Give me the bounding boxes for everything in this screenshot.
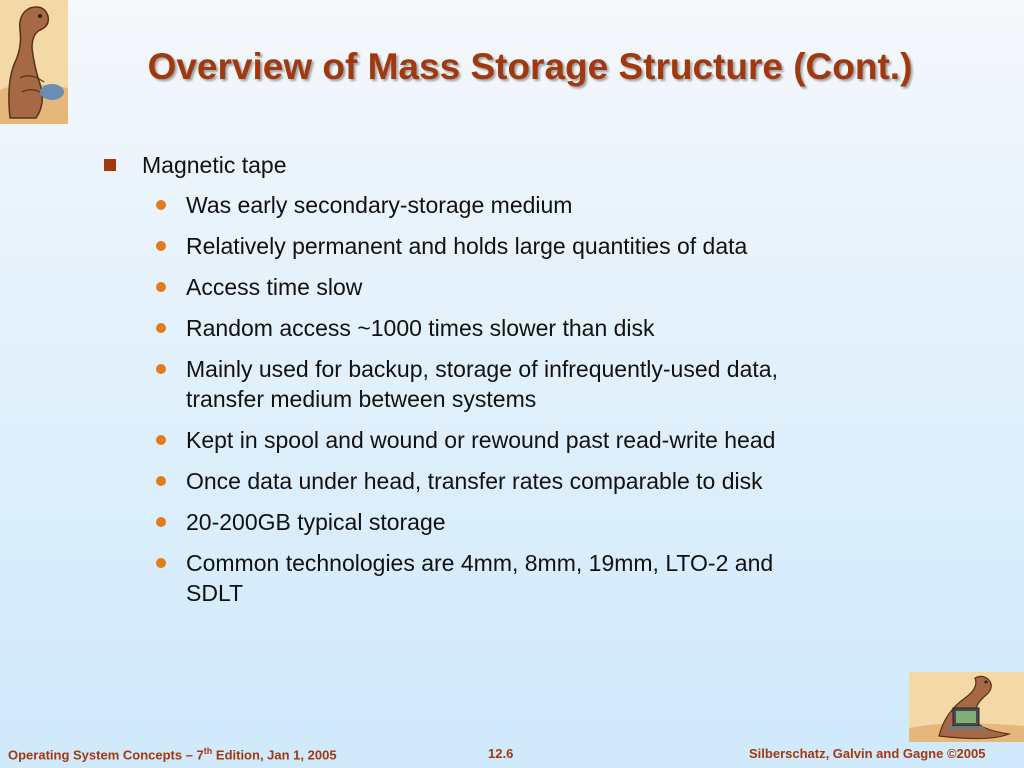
round-bullet-icon [156,435,166,445]
round-bullet-icon [156,476,166,486]
round-bullet-icon [156,364,166,374]
square-bullet-icon [104,159,116,171]
round-bullet-icon [156,517,166,527]
sub-bullet-text: Relatively permanent and holds large quantities of data [186,233,748,259]
dinosaur-with-laptop-icon [909,672,1024,742]
footer-book-title-suffix: Edition, Jan 1, 2005 [212,747,337,763]
sub-bullet-text: Once data under head, transfer rates comparable to disk [186,468,763,494]
sub-bullet-text: Kept in spool and wound or rewound past read-write head [186,427,776,453]
sub-bullet-item [104,507,866,537]
sub-bullet-item [104,231,866,261]
sub-bullet-text: Mainly used for backup, storage of infrequently-used data, [186,356,778,382]
footer-book-title [8,746,337,762]
sub-bullet-text: Access time slow [186,274,363,300]
slide-content [104,150,864,619]
footer-authors: Silberschatz, Galvin and Gagne ©2005 [749,746,986,761]
sub-bullet-item [104,425,866,455]
sub-bullet-item [104,313,866,343]
sub-bullet-text: 20-200GB typical storage [186,509,446,535]
round-bullet-icon [156,200,166,210]
sub-bullet-text: Common technologies are 4mm, 8mm, 19mm, LTO-2 and [186,550,774,576]
round-bullet-icon [156,282,166,292]
footer-edition-suffix: th [203,746,213,756]
bullet-label: Magnetic tape [142,152,287,178]
sub-bullet-text-continued: transfer medium between systems [186,386,537,412]
sub-bullet-item [104,272,866,302]
round-bullet-icon [156,558,166,568]
footer-book-title-prefix: Operating System Concepts – 7 [8,747,204,763]
sub-bullet-item [104,548,866,608]
sub-bullet-item [104,466,866,496]
sub-bullet-text-continued: SDLT [186,580,244,606]
slide-title: Overview of Mass Storage Structure (Cont.) [147,46,913,87]
sub-bullet-list [104,190,864,608]
round-bullet-icon [156,241,166,251]
sub-bullet-item [104,190,866,220]
sub-bullet-text: Was early secondary-storage medium [186,192,573,218]
footer-page-number: 12.6 [488,746,514,761]
sub-bullet-text: Random access ~1000 times slower than disk [186,315,655,341]
sub-bullet-item [104,354,866,414]
bullet-level1 [104,150,864,180]
round-bullet-icon [156,323,166,333]
